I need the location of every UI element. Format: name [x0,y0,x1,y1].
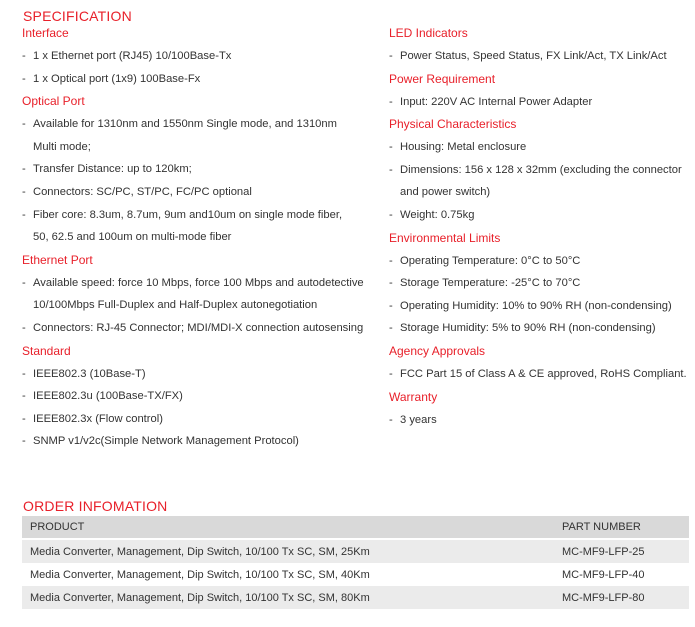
spec-item-text: Weight: 0.75kg [400,208,475,221]
bullet-dash: - [22,321,26,334]
spec-item-text: 1 x Optical port (1x9) 100Base-Fx [33,72,201,85]
heading-warranty: Warranty [389,389,438,404]
spec-item [389,409,689,432]
order-table [22,516,689,609]
bullet-dash: - [389,50,393,62]
spec-item [389,363,689,386]
bullet-dash: - [22,163,26,176]
bullet-dash: - [389,277,393,290]
bullet-dash: - [22,208,26,221]
spec-item [22,408,372,431]
bullet-dash: - [389,208,393,221]
spec-item-text: Operating Temperature: 0°C to 50°C [400,254,581,267]
spec-item [389,317,689,340]
bullet-dash: - [22,390,26,403]
spec-item [389,91,689,114]
spec-item [22,158,372,181]
bullet-dash: - [22,435,26,448]
bullet-dash: - [22,412,26,425]
bullet-dash: - [389,163,393,176]
spec-item-continuation [22,294,372,317]
spec-item [389,204,689,227]
spec-item [22,272,372,295]
spec-item-text: 1 x Ethernet port (RJ45) 10/100Base-Tx [33,50,232,62]
part-number-column-header: PART NUMBER [562,516,689,539]
bullet-dash: - [22,50,26,62]
spec-item-text: Multi mode; [33,140,91,153]
bullet-dash: - [22,185,26,198]
bullet-dash: - [389,413,393,426]
bullet-dash: - [389,299,393,312]
part-number-cell: MC-MF9-LFP-25 [562,539,689,563]
spec-item-text: Dimensions: 156 x 128 x 32mm (excluding the connector [400,163,682,176]
spec-item-text: 50, 62.5 and 100um on multi-mode fiber [33,231,232,244]
spec-item-continuation [22,136,372,159]
order-table-header-row [22,516,689,539]
heading-interface: Interface [22,26,69,40]
spec-item-text: Storage Temperature: -25°C to 70°C [400,277,581,290]
spec-item-text: 10/100Mbps Full-Duplex and Half-Duplex autonegotiation [33,299,318,312]
spec-item [22,68,372,91]
product-cell: Media Converter, Management, Dip Switch, 10/100 Tx SC, SM, 80Km [22,586,562,609]
spec-item [389,250,689,273]
spec-item-text: 3 years [400,413,437,426]
order-information-title: ORDER INFOMATION [23,498,168,514]
table-row [22,586,689,609]
order-table-body [22,539,689,609]
spec-item [389,45,689,68]
spec-item-text: IEEE802.3u (100Base-TX/FX) [33,390,183,403]
spec-left-column [22,22,372,453]
spec-item-text: FCC Part 15 of Class A & CE approved, RoHS Compliant. [400,367,687,380]
bullet-dash: - [389,322,393,335]
spec-item-continuation [389,181,689,204]
spec-item [22,204,372,227]
spec-item-text: Operating Humidity: 10% to 90% RH (non-condensing) [400,299,672,312]
spec-item [389,295,689,318]
bullet-dash: - [389,254,393,267]
part-number-cell: MC-MF9-LFP-80 [562,586,689,609]
spec-item-text: Available speed: force 10 Mbps, force 100 Mbps and autodetective [33,276,364,289]
bullet-dash: - [22,118,26,131]
bullet-dash: - [389,95,393,108]
table-row [22,563,689,586]
spec-right-column [389,22,689,431]
spec-item [22,363,372,386]
spec-item-text: Fiber core: 8.3um, 8.7um, 9um and10um on single mode fiber, [33,208,343,221]
spec-item-text: IEEE802.3 (10Base-T) [33,367,146,380]
bullet-dash: - [389,367,393,380]
heading-agency-approvals: Agency Approvals [389,343,486,358]
spec-item [22,113,372,136]
heading-led-indicators: LED Indicators [389,26,468,40]
bullet-dash: - [22,367,26,380]
spec-item [389,272,689,295]
product-cell: Media Converter, Management, Dip Switch, 10/100 Tx SC, SM, 40Km [30,568,370,581]
heading-optical-port: Optical Port [22,94,85,109]
heading-environmental-limits: Environmental Limits [389,230,501,245]
spec-item-text: Available for 1310nm and 1550nm Single mode, and 1310nm [33,118,337,131]
table-row [22,539,689,563]
heading-power-requirement: Power Requirement [389,71,496,86]
spec-item [389,159,689,182]
spec-item [22,45,372,68]
spec-item-text: and power switch) [400,186,491,199]
heading-standard: Standard [22,343,71,358]
bullet-dash: - [22,276,26,289]
spec-item-continuation [22,226,372,249]
spec-item-text: Power Status, Speed Status, FX Link/Act, TX Link/Act [400,50,667,62]
heading-physical-characteristics: Physical Characteristics [389,117,517,132]
spec-item-text: Storage Humidity: 5% to 90% RH (non-condensing) [400,322,656,335]
spec-item [22,181,372,204]
heading-ethernet-port: Ethernet Port [22,252,93,267]
spec-item [22,430,372,453]
product-cell: Media Converter, Management, Dip Switch, 10/100 Tx SC, SM, 25Km [22,539,562,563]
spec-item-text: Transfer Distance: up to 120km; [33,163,192,176]
spec-item-text: IEEE802.3x (Flow control) [33,412,163,425]
spec-item-text: Housing: Metal enclosure [400,141,527,154]
spec-item-text: Connectors: RJ-45 Connector; MDI/MDI-X connection autosensing [33,321,364,334]
spec-item [389,136,689,159]
product-column-header: PRODUCT [22,516,562,539]
spec-item [22,385,372,408]
part-number-cell: MC-MF9-LFP-40 [562,568,645,581]
spec-item-text: Connectors: SC/PC, ST/PC, FC/PC optional [33,185,252,198]
bullet-dash: - [22,72,26,85]
spec-item-text: Input: 220V AC Internal Power Adapter [400,95,593,108]
specification-title: SPECIFICATION [23,8,132,24]
spec-item [22,317,372,340]
bullet-dash: - [389,141,393,154]
spec-item-text: SNMP v1/v2c(Simple Network Management Protocol) [33,435,299,448]
